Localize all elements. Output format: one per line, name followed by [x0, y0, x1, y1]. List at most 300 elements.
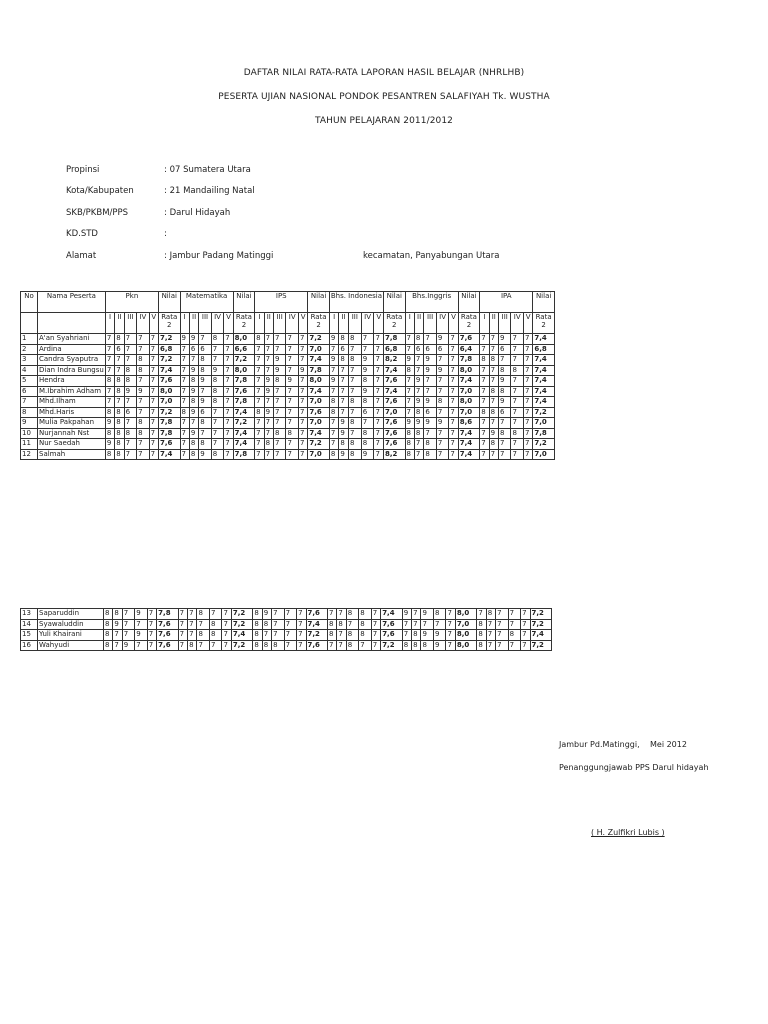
grade-cell: 7: [255, 386, 264, 397]
grade-cell: 8: [405, 449, 414, 460]
average-cell: 7,8: [233, 376, 255, 387]
grade-cell: 8: [405, 428, 414, 439]
subheader-period: IV: [137, 313, 150, 334]
row-number: 9: [21, 418, 38, 429]
subheader-period: V: [149, 313, 158, 334]
grade-cell: 6: [339, 344, 349, 355]
grade-cell: 7: [189, 355, 198, 366]
grade-cell: 6: [498, 344, 511, 355]
grade-cell: 7: [224, 407, 233, 418]
grade-cell: 7: [264, 428, 273, 439]
grade-cell: 8: [480, 407, 489, 418]
grade-cell: 6: [199, 344, 212, 355]
header-nilai: Nilai: [233, 292, 255, 313]
grade-cell: 8: [346, 609, 359, 620]
grade-cell: 8: [339, 334, 349, 345]
student-name: Mulia Pakpahan: [38, 418, 106, 429]
grade-cell: 7: [211, 344, 224, 355]
average-cell: 7,4: [458, 449, 480, 460]
grade-cell: 9: [498, 334, 511, 345]
grade-cell: 8: [105, 407, 114, 418]
grade-cell: 7: [105, 334, 114, 345]
grade-cell: 8: [414, 407, 423, 418]
grade-cell: 9: [414, 418, 423, 429]
grade-cell: 8: [346, 640, 359, 651]
grade-cell: 7: [523, 428, 532, 439]
grade-cell: 7: [511, 439, 524, 450]
grade-cell: 8: [511, 428, 524, 439]
average-cell: 7,2: [308, 439, 330, 450]
subheader-blank: [38, 313, 106, 334]
grade-cell: 6: [436, 344, 449, 355]
grade-cell: 7: [255, 418, 264, 429]
grade-cell: 7: [298, 397, 307, 408]
grade-cell: 7: [297, 630, 306, 641]
average-cell: 7,4: [233, 407, 255, 418]
grade-cell: 7: [374, 439, 384, 450]
student-row: [21, 449, 555, 460]
student-name: Mhd.Haris: [38, 407, 106, 418]
grade-cell: 9: [298, 365, 307, 376]
grade-cell: 7: [124, 334, 137, 345]
grade-cell: 7: [272, 630, 285, 641]
grade-cell: 7: [329, 344, 339, 355]
grade-cell: 7: [286, 344, 299, 355]
grade-cell: 9: [405, 418, 414, 429]
average-cell: 7,4: [231, 630, 253, 641]
grade-cell: 7: [124, 418, 137, 429]
grade-cell: 7: [286, 334, 299, 345]
grade-cell: 8: [115, 407, 124, 418]
grade-cell: 7: [209, 609, 222, 620]
grade-cell: 8: [436, 397, 449, 408]
average-cell: 7,0: [159, 397, 181, 408]
grade-cell: 7: [337, 640, 346, 651]
grade-cell: 7: [480, 365, 489, 376]
grade-cell: 7: [149, 439, 158, 450]
grade-cell: 7: [424, 376, 437, 387]
grade-cell: 8: [361, 397, 374, 408]
grade-cell: 8: [197, 609, 210, 620]
grade-cell: 8: [189, 397, 198, 408]
average-cell: 7,4: [159, 449, 181, 460]
grade-cell: 8: [339, 355, 349, 366]
average-cell: 8,2: [384, 355, 406, 366]
grade-cell: 9: [405, 355, 414, 366]
grade-cell: 7: [511, 407, 524, 418]
grade-cell: 9: [113, 619, 122, 630]
grade-cell: 7: [224, 376, 233, 387]
grade-cell: 7: [211, 428, 224, 439]
grade-cell: 8: [272, 640, 285, 651]
grade-cell: 7: [264, 397, 273, 408]
grade-cell: 6: [189, 344, 198, 355]
grade-cell: 7: [480, 334, 489, 345]
average-cell: 7,8: [157, 609, 179, 620]
grade-cell: 8: [211, 449, 224, 460]
grade-cell: 9: [424, 397, 437, 408]
row-number: 7: [21, 397, 38, 408]
grade-cell: 7: [480, 449, 489, 460]
grade-cell: 7: [374, 365, 384, 376]
grade-cell: 7: [405, 334, 414, 345]
student-row: [21, 376, 555, 387]
grade-cell: 8: [286, 428, 299, 439]
grade-cell: 7: [449, 397, 458, 408]
grade-cell: 9: [264, 407, 273, 418]
grade-cell: 7: [436, 386, 449, 397]
average-cell: 7,0: [533, 449, 555, 460]
grade-cell: 9: [361, 449, 374, 460]
grade-cell: 7: [414, 449, 423, 460]
grade-cell: 9: [262, 609, 271, 620]
row-number: 5: [21, 376, 38, 387]
student-row: [21, 397, 555, 408]
grade-cell: 8: [424, 439, 437, 450]
grade-cell: 8: [209, 630, 222, 641]
average-cell: 7,6: [381, 619, 403, 630]
grade-cell: 7: [511, 376, 524, 387]
grade-cell: 8: [199, 418, 212, 429]
grade-cell: 8: [137, 418, 150, 429]
student-name: Salmah: [38, 449, 106, 460]
info-label: Kota/Kabupaten: [66, 186, 134, 196]
grade-cell: 7: [424, 334, 437, 345]
grade-cell: 7: [180, 344, 189, 355]
grade-cell: 8: [137, 365, 150, 376]
grade-cell: 7: [521, 640, 530, 651]
grade-cell: 7: [523, 449, 532, 460]
average-cell: 7,4: [533, 397, 555, 408]
average-cell: 7,6: [157, 619, 179, 630]
grade-cell: 7: [199, 334, 212, 345]
grade-cell: 7: [224, 449, 233, 460]
grade-cell: 7: [137, 344, 150, 355]
grade-cell: 7: [511, 355, 524, 366]
grade-cell: 7: [149, 344, 158, 355]
grade-cell: 7: [498, 418, 511, 429]
grade-cell: 9: [264, 386, 273, 397]
average-cell: 7,4: [384, 365, 406, 376]
average-cell: 7,4: [233, 439, 255, 450]
grade-cell: 9: [424, 365, 437, 376]
grade-cell: 7: [224, 334, 233, 345]
grade-cell: 8: [264, 439, 273, 450]
student-row: [21, 407, 555, 418]
average-cell: 7,0: [308, 418, 330, 429]
student-name: Saparuddin: [38, 609, 104, 620]
subheader-period: V: [374, 313, 384, 334]
average-cell: 7,4: [306, 619, 328, 630]
grade-cell: 7: [498, 439, 511, 450]
student-name: Wahyudi: [38, 640, 104, 651]
student-row: [21, 609, 552, 620]
average-cell: 7,2: [159, 355, 181, 366]
average-cell: 6,8: [159, 344, 181, 355]
grade-cell: 7: [188, 619, 197, 630]
average-cell: 7,2: [381, 640, 403, 651]
grade-cell: 8: [328, 619, 337, 630]
info-value: :: [164, 229, 167, 239]
subheader-period: II: [489, 313, 498, 334]
average-cell: 7,6: [306, 640, 328, 651]
grade-cell: 7: [124, 397, 137, 408]
grade-cell: 7: [149, 334, 158, 345]
grade-cell: 9: [199, 397, 212, 408]
grade-cell: 7: [496, 619, 509, 630]
document-subtitle: PESERTA UJIAN NASIONAL PONDOK PESANTREN SALAFIYAH Tk. WUSTHA: [218, 92, 550, 102]
grade-cell: 7: [180, 439, 189, 450]
grade-cell: 7: [374, 344, 384, 355]
header-nilai: Nilai: [308, 292, 330, 313]
student-name: Hendra: [38, 376, 106, 387]
average-cell: 7,8: [308, 365, 330, 376]
average-cell: 7,6: [384, 397, 406, 408]
grade-cell: 7: [374, 376, 384, 387]
grade-cell: 7: [489, 397, 498, 408]
grade-cell: 8: [273, 428, 286, 439]
average-cell: 7,4: [308, 386, 330, 397]
grade-cell: 9: [180, 334, 189, 345]
grade-cell: 7: [361, 344, 374, 355]
grade-cell: 7: [489, 418, 498, 429]
grade-cell: 8: [199, 355, 212, 366]
grade-cell: 9: [414, 376, 423, 387]
subheader-period: I: [329, 313, 339, 334]
grade-cell: 7: [105, 344, 114, 355]
grade-cell: 9: [189, 365, 198, 376]
grade-cell: 7: [298, 407, 307, 418]
average-cell: 7,2: [159, 334, 181, 345]
info-value: : 21 Mandailing Natal: [164, 186, 255, 196]
average-cell: 7,0: [308, 344, 330, 355]
grade-cell: 7: [222, 640, 231, 651]
header-nilai: Nilai: [458, 292, 480, 313]
subheader-rata: Rata 2: [159, 313, 181, 334]
grade-cell: 7: [137, 376, 150, 387]
grade-cell: 7: [149, 386, 158, 397]
grade-cell: 7: [180, 397, 189, 408]
grade-cell: 7: [436, 428, 449, 439]
header-subject: Bhs.Inggris: [405, 292, 458, 313]
grade-cell: 7: [523, 344, 532, 355]
average-cell: 6,8: [533, 344, 555, 355]
average-cell: 7,8: [458, 355, 480, 366]
signature-place: Jambur Pd.Matinggi,: [559, 740, 640, 749]
subheader-period: II: [189, 313, 198, 334]
grade-cell: 8: [115, 418, 124, 429]
grade-cell: 7: [149, 365, 158, 376]
grade-cell: 7: [405, 397, 414, 408]
header-no: No: [21, 292, 38, 313]
subheader-period: I: [405, 313, 414, 334]
grade-cell: 7: [339, 407, 349, 418]
student-row: [21, 428, 555, 439]
grades-table-bottom: [20, 608, 552, 651]
grade-cell: 7: [284, 640, 297, 651]
grade-cell: 8: [255, 334, 264, 345]
header-name: Nama Peserta: [38, 292, 106, 313]
grade-cell: 8: [489, 386, 498, 397]
grade-cell: 8: [105, 428, 114, 439]
grade-cell: 7: [147, 640, 156, 651]
grade-cell: 8: [329, 397, 339, 408]
grade-cell: 8: [361, 428, 374, 439]
grade-cell: 7: [113, 640, 122, 651]
grade-cell: 6: [424, 344, 437, 355]
grade-cell: 8: [189, 376, 198, 387]
grade-cell: 7: [329, 439, 339, 450]
grade-cell: 7: [339, 376, 349, 387]
grade-cell: 8: [498, 365, 511, 376]
row-number: 2: [21, 344, 38, 355]
grade-cell: 7: [105, 397, 114, 408]
grade-cell: 7: [255, 355, 264, 366]
grade-cell: 7: [122, 609, 135, 620]
grade-cell: 8: [348, 355, 361, 366]
grade-cell: 7: [446, 630, 455, 641]
average-cell: 7,6: [458, 334, 480, 345]
grade-cell: 7: [523, 334, 532, 345]
grade-cell: 7: [374, 407, 384, 418]
grade-cell: 7: [374, 334, 384, 345]
student-row: [21, 418, 555, 429]
grade-cell: 9: [339, 428, 349, 439]
grade-cell: 7: [436, 376, 449, 387]
grade-cell: 9: [273, 355, 286, 366]
grade-cell: 7: [436, 439, 449, 450]
grade-cell: 7: [273, 386, 286, 397]
grade-cell: 7: [286, 449, 299, 460]
grade-cell: 7: [199, 386, 212, 397]
grade-cell: 7: [124, 449, 137, 460]
grade-cell: 7: [329, 418, 339, 429]
student-name: Syawaluddin: [38, 619, 104, 630]
grade-cell: 7: [424, 386, 437, 397]
grade-cell: 7: [222, 609, 231, 620]
grade-cell: 7: [361, 418, 374, 429]
grade-cell: 7: [178, 630, 187, 641]
grade-cell: 7: [402, 619, 411, 630]
grade-cell: 6: [498, 407, 511, 418]
grade-cell: 7: [436, 355, 449, 366]
subheader-rata: Rata 2: [458, 313, 480, 334]
grade-cell: 7: [405, 407, 414, 418]
grade-cell: 7: [222, 619, 231, 630]
average-cell: 7,6: [384, 428, 406, 439]
grade-cell: 7: [273, 334, 286, 345]
grade-cell: 9: [421, 630, 434, 641]
average-cell: 7,6: [157, 640, 179, 651]
grade-cell: 6: [115, 344, 124, 355]
grade-cell: 8: [115, 449, 124, 460]
grade-cell: 7: [137, 334, 150, 345]
average-cell: 7,4: [533, 376, 555, 387]
grade-cell: 8: [359, 630, 372, 641]
grade-cell: 8: [480, 355, 489, 366]
grade-cell: 9: [424, 355, 437, 366]
header-subject: IPS: [255, 292, 308, 313]
grade-cell: 7: [298, 418, 307, 429]
average-cell: 8,0: [458, 397, 480, 408]
subheader-period: IV: [361, 313, 374, 334]
grade-cell: 7: [446, 619, 455, 630]
grade-cell: 8: [137, 355, 150, 366]
average-cell: 7,4: [458, 428, 480, 439]
header-row: [21, 292, 555, 313]
grade-cell: 9: [189, 386, 198, 397]
average-cell: 7,6: [308, 407, 330, 418]
grade-cell: 9: [124, 386, 137, 397]
grade-cell: 8: [477, 640, 486, 651]
grade-cell: 7: [135, 619, 148, 630]
average-cell: 7,0: [533, 418, 555, 429]
grade-cell: 7: [273, 418, 286, 429]
average-cell: 7,4: [233, 428, 255, 439]
grade-cell: 7: [286, 355, 299, 366]
header-subject: Pkn: [105, 292, 158, 313]
grade-cell: 7: [298, 344, 307, 355]
average-cell: 7,2: [231, 619, 253, 630]
grade-cell: 9: [199, 449, 212, 460]
grade-cell: 7: [412, 619, 421, 630]
average-cell: 7,2: [233, 355, 255, 366]
grade-cell: 8: [211, 386, 224, 397]
grade-cell: 7: [511, 449, 524, 460]
grade-cell: 7: [178, 640, 187, 651]
grade-cell: 7: [374, 386, 384, 397]
average-cell: 8,0: [455, 640, 477, 651]
subheader-row: [21, 313, 555, 334]
grade-cell: 7: [348, 365, 361, 376]
grade-cell: 7: [124, 344, 137, 355]
grade-cell: 7: [496, 609, 509, 620]
student-name: Dian Indra Bungsu: [39, 365, 104, 374]
grade-cell: 7: [339, 365, 349, 376]
grade-cell: 7: [222, 630, 231, 641]
grade-cell: 7: [255, 376, 264, 387]
average-cell: 7,2: [233, 418, 255, 429]
average-cell: 7,0: [458, 407, 480, 418]
grade-cell: 8: [209, 619, 222, 630]
subheader-period: III: [424, 313, 437, 334]
academic-year: TAHUN PELAJARAN 2011/2012: [314, 116, 454, 126]
grade-cell: 7: [521, 609, 530, 620]
grade-cell: 7: [371, 619, 380, 630]
grade-cell: 7: [480, 344, 489, 355]
average-cell: 7,2: [159, 407, 181, 418]
grade-cell: 8: [262, 640, 271, 651]
grade-cell: 7: [449, 418, 458, 429]
grade-cell: 7: [508, 609, 521, 620]
grade-cell: 8: [348, 397, 361, 408]
student-name: Candra Syaputra: [38, 355, 106, 366]
grade-cell: 7: [486, 630, 495, 641]
grade-cell: 7: [262, 630, 271, 641]
grade-cell: 9: [137, 386, 150, 397]
grade-cell: 7: [180, 386, 189, 397]
grade-cell: 8: [361, 439, 374, 450]
grade-cell: 7: [433, 619, 446, 630]
grade-cell: 6: [414, 344, 423, 355]
average-cell: 7,0: [455, 619, 477, 630]
grade-cell: 9: [273, 365, 286, 376]
grade-cell: 8: [104, 619, 113, 630]
grade-cell: 9: [402, 609, 411, 620]
average-cell: 7,2: [306, 630, 328, 641]
grade-cell: 7: [414, 355, 423, 366]
grade-cell: 7: [211, 355, 224, 366]
